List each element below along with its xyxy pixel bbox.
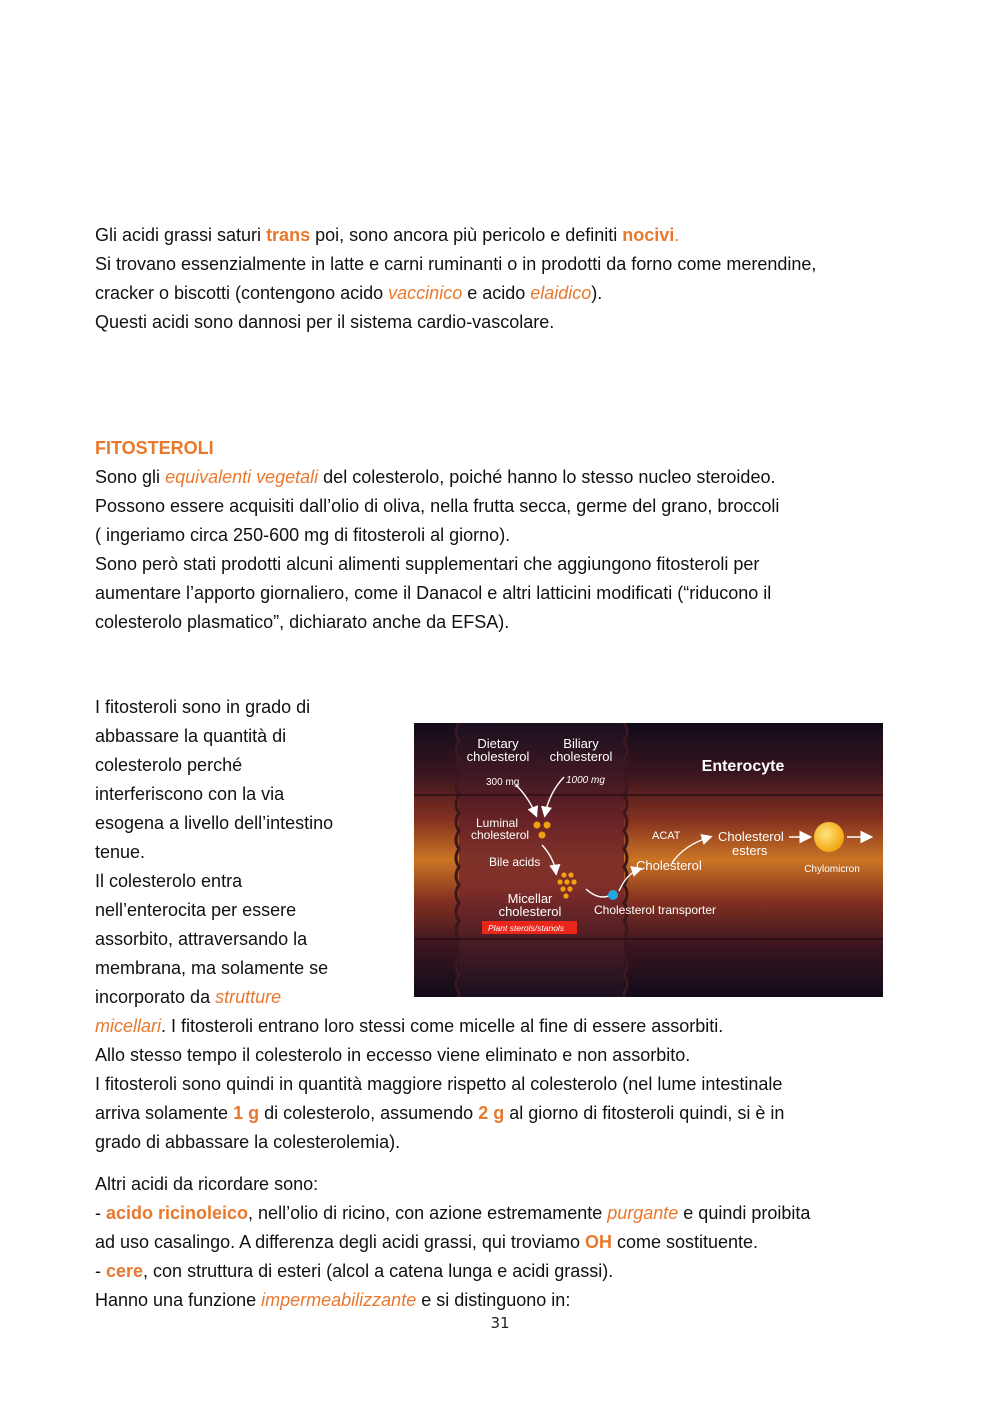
wrap-line-4: interferiscono con la via xyxy=(95,784,285,804)
altri-line-2 xyxy=(95,1199,810,1228)
altri-line-4 xyxy=(95,1257,613,1286)
altri-line-5 xyxy=(95,1286,570,1315)
highlight-trans: trans xyxy=(266,225,311,245)
wrap-line-5: esogena a livello dell’intestino xyxy=(95,813,334,833)
label-biliary: Biliary xyxy=(563,736,599,751)
text: come sostituente. xyxy=(611,1232,759,1252)
page-number: 31 xyxy=(490,1314,510,1332)
highlight-purgante: purgante xyxy=(607,1203,679,1223)
text: poi, sono ancora più pericolo e definiti xyxy=(310,225,623,245)
trans-fat-line-1 xyxy=(95,221,679,250)
label-acat: ACAT xyxy=(652,830,681,842)
highlight-1g: 1 g xyxy=(233,1103,260,1123)
text: del colesterolo, poiché hanno lo stesso nucleo steroideo. xyxy=(318,467,776,487)
label-cholesterol-transporter: Cholesterol transporter xyxy=(594,903,717,917)
label-micellar-cholesterol: cholesterol xyxy=(498,904,562,919)
text: - xyxy=(95,1203,106,1223)
wrap-line-12 xyxy=(95,1012,723,1041)
luminal-dot xyxy=(544,822,551,829)
highlight-2g: 2 g xyxy=(478,1103,505,1123)
text: di colesterolo, assumendo xyxy=(259,1103,479,1123)
text: , con struttura di esteri (alcol a catena lunga e acidi grassi). xyxy=(143,1261,614,1281)
wrap-line-9: assorbito, attraversando la xyxy=(95,929,308,949)
fito-line-3: ( ingeriamo circa 250-600 mg di fitosteroli al giorno). xyxy=(95,525,511,545)
highlight-micellari: micellari xyxy=(95,1016,162,1036)
trans-fat-line-4: Questi acidi sono dannosi per il sistema cardio-vascolare. xyxy=(95,312,555,332)
wrap-line-2: abbassare la quantità di xyxy=(95,726,287,746)
text: ad uso casalingo. A differenza degli acidi grassi, qui troviamo xyxy=(95,1232,585,1252)
text: cracker o biscotti (contengono acido xyxy=(95,283,389,303)
section-heading-fitosteroli: FITOSTEROLI xyxy=(95,438,214,458)
luminal-dot xyxy=(539,832,546,839)
label-1000mg: 1000 mg xyxy=(566,775,605,786)
wrap-line-16: grado di abbassare la colesterolemia). xyxy=(95,1132,401,1152)
highlight-elaidico: elaidico xyxy=(530,283,592,303)
transporter-icon xyxy=(608,890,618,900)
label-enterocyte: Enterocyte xyxy=(701,758,785,775)
lumen-region xyxy=(459,723,624,997)
label-luminal-cholesterol: cholesterol xyxy=(471,828,530,842)
fito-line-1 xyxy=(95,463,775,492)
text: e si distinguono in: xyxy=(416,1290,571,1310)
fito-line-6: colesterolo plasmatico”, dichiarato anche da EFSA). xyxy=(95,612,510,632)
highlight-strutture: strutture xyxy=(215,987,282,1007)
label-micellar: Micellar xyxy=(507,891,553,906)
wrap-line-1: I fitosteroli sono in grado di xyxy=(95,697,311,717)
fito-line-5: aumentare l’apporto giornaliero, come il Danacol e altri latticini modificati (“riducono il xyxy=(95,583,772,603)
fito-line-2: Possono essere acquisiti dall’olio di oliva, nella frutta secca, germe del grano, broccoli xyxy=(95,496,780,516)
wrap-line-7: Il colesterolo entra xyxy=(95,871,243,891)
label-300mg: 300 mg xyxy=(486,777,520,788)
label-esters: esters xyxy=(732,843,768,858)
highlight-oh: OH xyxy=(584,1232,612,1252)
wrap-line-10: membrana, ma solamente se xyxy=(95,958,329,978)
wrap-line-15 xyxy=(95,1099,784,1128)
text: , nell’olio di ricino, con azione estremamente xyxy=(248,1203,608,1223)
highlight-equivalenti-vegetali: equivalenti vegetali xyxy=(165,467,319,487)
wrap-line-6: tenue. xyxy=(95,842,146,862)
text: Hanno una funzione xyxy=(95,1290,262,1310)
text: ). xyxy=(591,283,603,303)
period: . xyxy=(674,225,680,245)
label-dietary: Dietary xyxy=(477,736,519,751)
text: . I fitosteroli entrano loro stessi come micelle al fine di essere assorbiti. xyxy=(161,1016,724,1036)
enterocyte-diagram xyxy=(414,723,883,997)
text: Sono gli xyxy=(95,467,166,487)
highlight-cere: cere xyxy=(106,1261,144,1281)
trans-fat-line-2: Si trovano essenzialmente in latte e carni ruminanti o in prodotti da forno come merendine, xyxy=(95,254,817,274)
label-luminal: Luminal xyxy=(476,816,519,830)
altri-line-1: Altri acidi da ricordare sono: xyxy=(95,1174,319,1194)
label-plant-sterols: Plant sterols/stanols xyxy=(488,923,565,933)
fito-line-4: Sono però stati prodotti alcuni alimenti supplementari che aggiungono fitosteroli per xyxy=(95,554,760,574)
text: incorporato da xyxy=(95,987,216,1007)
text: Gli acidi grassi saturi xyxy=(95,225,267,245)
altri-line-3 xyxy=(95,1228,758,1257)
text: arriva solamente xyxy=(95,1103,234,1123)
text: al giorno di fitosteroli quindi, si è in xyxy=(504,1103,785,1123)
chylomicron-icon xyxy=(814,822,844,852)
wrap-line-8: nell’enterocita per essere xyxy=(95,900,297,920)
label-bile-acids: Bile acids xyxy=(489,855,541,869)
label-cholesterol: Cholesterol xyxy=(636,858,702,873)
highlight-nocivi: nocivi xyxy=(622,225,675,245)
text: - xyxy=(95,1261,106,1281)
luminal-dot xyxy=(534,822,541,829)
wrap-line-14: I fitosteroli sono quindi in quantità maggiore rispetto al colesterolo (nel lume intestinale xyxy=(95,1074,783,1094)
highlight-impermeabilizzante: impermeabilizzante xyxy=(261,1290,417,1310)
wrap-line-13: Allo stesso tempo il colesterolo in eccesso viene eliminato e non assorbito. xyxy=(95,1045,691,1065)
text: e acido xyxy=(462,283,531,303)
label-dietary-cholesterol: cholesterol xyxy=(466,749,530,764)
wrap-line-3: colesterolo perché xyxy=(95,755,243,775)
text: e quindi proibita xyxy=(678,1203,811,1223)
wrap-line-11 xyxy=(95,983,281,1012)
label-cholesterol-esters: Cholesterol xyxy=(718,829,784,844)
label-biliary-cholesterol: cholesterol xyxy=(549,749,613,764)
trans-fat-line-3 xyxy=(95,279,602,308)
label-chylomicron: Chylomicron xyxy=(804,864,860,875)
highlight-acido-ricinoleico: acido ricinoleico xyxy=(106,1203,249,1223)
highlight-vaccinico: vaccinico xyxy=(388,283,463,303)
